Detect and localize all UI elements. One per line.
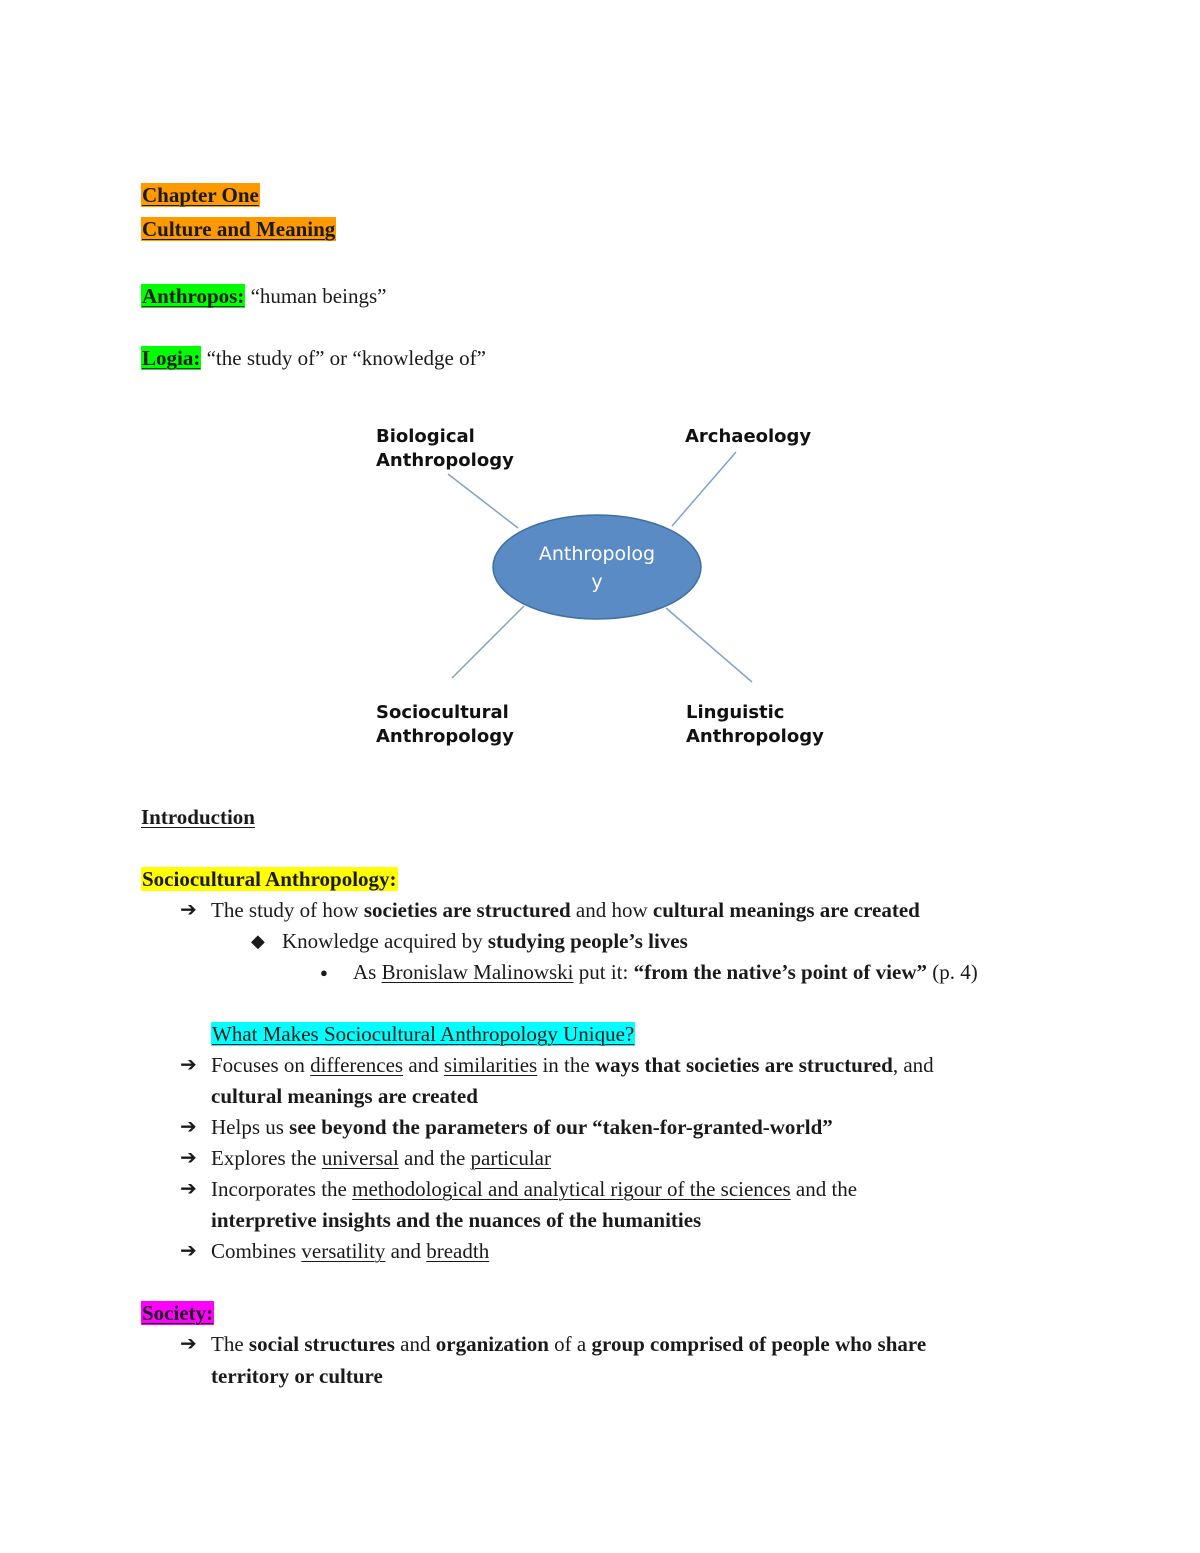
label-sociocultural-line2: Anthropology xyxy=(376,726,514,747)
text: put it: xyxy=(573,960,634,984)
text: The xyxy=(211,1332,249,1356)
text: Explores the xyxy=(211,1146,322,1170)
text-bold: organization xyxy=(435,1332,549,1356)
diamond-bullet-icon: ◆ xyxy=(251,931,265,951)
text: As xyxy=(353,960,382,984)
connector-bottom-left xyxy=(452,606,524,678)
text-underlined: differences xyxy=(310,1053,404,1077)
arrow-icon: ➔ xyxy=(180,1178,197,1200)
label-biological xyxy=(376,425,576,473)
ellipse-label-line2: y xyxy=(591,571,603,593)
text-underlined: breadth xyxy=(426,1239,490,1263)
text: of a xyxy=(548,1332,592,1356)
text-underlined: versatility xyxy=(301,1239,386,1263)
text: and how xyxy=(570,898,653,922)
chapter-title: Chapter One xyxy=(142,183,259,207)
definition-logia xyxy=(141,344,486,372)
label-linguistic-line1: Linguistic xyxy=(686,702,785,723)
unique-item-5 xyxy=(180,1237,489,1265)
unique-item-4 xyxy=(180,1175,857,1203)
chapter-subtitle: Culture and Meaning xyxy=(142,217,336,241)
text-bold: societies are structured xyxy=(363,898,571,922)
sociocultural-term-line xyxy=(141,865,398,893)
society-item-1-cont: territory or culture xyxy=(211,1364,383,1388)
text: and xyxy=(385,1239,427,1263)
text-underlined: similarities xyxy=(443,1053,538,1077)
text-underlined: Bronislaw Malinowski xyxy=(381,960,574,984)
def-anthropos: “human beings” xyxy=(250,284,387,308)
connector-bottom-right xyxy=(666,608,752,682)
chapter-subtitle-line xyxy=(141,215,336,243)
arrow-icon: ➔ xyxy=(180,1240,197,1262)
arrow-icon: ➔ xyxy=(180,1116,197,1138)
connector-top-right xyxy=(672,452,736,526)
chapter-heading xyxy=(141,181,260,209)
label-linguistic xyxy=(686,701,824,749)
def-logia-or: or xyxy=(329,346,348,370)
text-underlined: universal xyxy=(321,1146,399,1170)
text: and xyxy=(394,1332,436,1356)
text: Combines xyxy=(211,1239,302,1263)
arrow-icon: ➔ xyxy=(180,1333,197,1355)
text-underlined: particular xyxy=(470,1146,551,1170)
text-bold: see beyond the parameters of our “taken-for-granted-world” xyxy=(289,1115,833,1139)
definition-anthropos xyxy=(141,282,386,310)
text: Helps us xyxy=(211,1115,290,1139)
text: (p. 4) xyxy=(927,960,978,984)
unique-item-4-cont: interpretive insights and the nuances of the humanities xyxy=(211,1208,702,1232)
label-archaeology-line1: Archaeology xyxy=(685,426,812,447)
text-bold: cultural meanings are created xyxy=(652,898,920,922)
text-bold: “from the native’s point of view” xyxy=(633,960,927,984)
text: in the xyxy=(537,1053,595,1077)
text: Focuses on xyxy=(211,1053,311,1077)
def-logia-1: “the study of” xyxy=(206,346,325,370)
unique-item-2 xyxy=(180,1113,833,1141)
unique-heading-line xyxy=(211,1020,635,1048)
arrow-icon: ➔ xyxy=(180,1147,197,1169)
unique-item-3 xyxy=(180,1144,551,1172)
intro-bullet-1 xyxy=(180,896,920,924)
text-bold: group comprised of people who share xyxy=(591,1332,927,1356)
arrow-icon: ➔ xyxy=(180,1054,197,1076)
def-logia-2: “knowledge of” xyxy=(352,346,486,370)
text: and the xyxy=(398,1146,471,1170)
dot-bullet-icon: ● xyxy=(320,965,328,980)
unique-item-1-cont: cultural meanings are created xyxy=(211,1084,478,1108)
text: and xyxy=(403,1053,444,1077)
text-bold: ways that societies are structured xyxy=(594,1053,893,1077)
sociocultural-term: Sociocultural Anthropology: xyxy=(142,867,397,891)
label-biological-line1: Biological xyxy=(376,426,475,447)
introduction-heading: Introduction xyxy=(141,805,255,829)
text-bold: social structures xyxy=(248,1332,395,1356)
label-sociocultural xyxy=(376,701,514,749)
society-term-line xyxy=(141,1299,214,1327)
term-logia: Logia: xyxy=(142,346,201,370)
text: and the xyxy=(790,1177,858,1201)
text: The study of how xyxy=(211,898,364,922)
text-underlined: methodological and analytical rigour of the sciences xyxy=(352,1177,791,1201)
unique-heading: What Makes Sociocultural Anthropology Unique? xyxy=(212,1022,635,1046)
arrow-icon: ➔ xyxy=(180,899,197,921)
label-biological-line2: Anthropology xyxy=(376,450,514,471)
unique-item-1 xyxy=(180,1051,934,1079)
society-term: Society: xyxy=(142,1301,214,1325)
label-linguistic-line2: Anthropology xyxy=(686,726,824,747)
intro-bullet-3 xyxy=(320,958,978,986)
connector-top-left xyxy=(448,474,518,528)
label-archaeology xyxy=(685,425,811,449)
ellipse-label xyxy=(493,540,701,596)
intro-bullet-2 xyxy=(251,927,688,955)
ellipse-label-line1: Anthropolog xyxy=(538,543,656,565)
society-item-1 xyxy=(180,1330,926,1358)
text: , and xyxy=(892,1053,934,1077)
label-sociocultural-line1: Sociocultural xyxy=(376,702,509,723)
text: Knowledge acquired by xyxy=(282,929,488,953)
term-anthropos: Anthropos: xyxy=(142,284,245,308)
text-bold: studying people’s lives xyxy=(487,929,688,953)
text: Incorporates the xyxy=(211,1177,353,1201)
